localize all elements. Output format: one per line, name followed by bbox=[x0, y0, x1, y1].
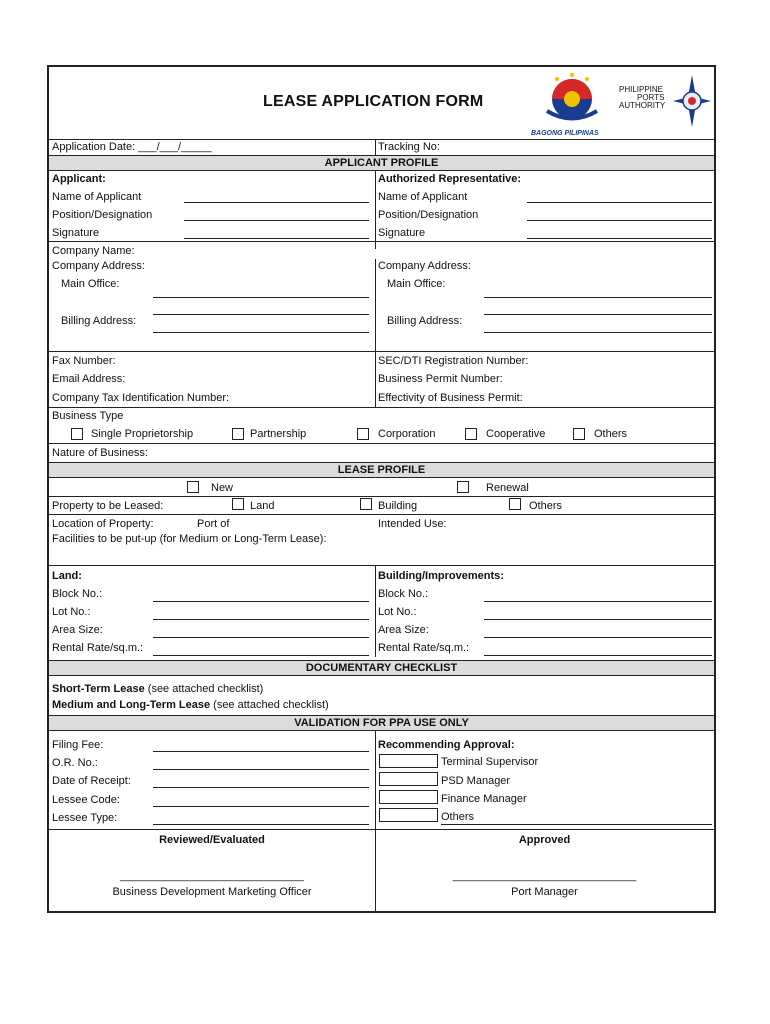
building-improvements-heading: Building/Improvements: bbox=[378, 570, 504, 582]
main-office-field-1[interactable] bbox=[153, 297, 369, 298]
terminal-supervisor-label: Terminal Supervisor bbox=[441, 756, 539, 768]
reviewed-signature-line[interactable]: ______________________________ bbox=[120, 870, 304, 882]
short-term-lease-item bbox=[52, 683, 263, 696]
bldg-rental-rate-label: Rental Rate/sq.m.: bbox=[378, 642, 470, 654]
effectivity-label: Effectivity of Business Permit: bbox=[378, 392, 523, 404]
medium-long-term-lease-bold: Medium and Long-Term Lease bbox=[52, 699, 211, 711]
tracking-no-label: Tracking No: bbox=[378, 141, 440, 153]
psd-manager-box[interactable] bbox=[379, 772, 438, 786]
ppa-text-3: AUTHORITY bbox=[619, 101, 666, 110]
lessee-type-label: Lessee Type: bbox=[52, 812, 118, 824]
new-label: New bbox=[211, 482, 234, 494]
email-address-label: Email Address: bbox=[52, 373, 126, 385]
new-checkbox[interactable] bbox=[187, 481, 199, 493]
reviewed-evaluated-heading: Reviewed/Evaluated bbox=[159, 834, 265, 846]
lessee-code-label: Lessee Code: bbox=[52, 794, 120, 806]
applicant-name-label: Name of Applicant bbox=[52, 191, 142, 203]
main-office-label: Main Office: bbox=[61, 278, 120, 290]
applicant-heading: Applicant: bbox=[52, 173, 106, 185]
documentary-checklist-band: DOCUMENTARY CHECKLIST bbox=[49, 660, 714, 676]
filing-fee-field[interactable] bbox=[153, 751, 369, 752]
rep-signature-field[interactable] bbox=[527, 238, 712, 239]
land-rental-rate-label: Rental Rate/sq.m.: bbox=[52, 642, 144, 654]
cooperative-label: Cooperative bbox=[486, 428, 546, 440]
land-block-no-field[interactable] bbox=[153, 601, 369, 602]
rep-name-field[interactable] bbox=[527, 202, 712, 203]
others-business-checkbox[interactable] bbox=[573, 428, 585, 440]
corporation-label: Corporation bbox=[378, 428, 436, 440]
land-option-label: Land bbox=[250, 500, 275, 512]
bldg-area-size-label: Area Size: bbox=[378, 624, 429, 636]
finance-manager-box[interactable] bbox=[379, 790, 438, 804]
rep-billing-address-label: Billing Address: bbox=[387, 315, 463, 327]
authorized-rep-heading: Authorized Representative: bbox=[378, 173, 522, 185]
partnership-label: Partnership bbox=[250, 428, 307, 440]
building-option-label: Building bbox=[378, 500, 418, 512]
rep-billing-address-field[interactable] bbox=[484, 314, 712, 315]
others-approver-box[interactable] bbox=[379, 808, 438, 822]
rep-main-office-field-1[interactable] bbox=[484, 297, 712, 298]
fax-number-label: Fax Number: bbox=[52, 355, 116, 367]
reviewed-by-title: Business Development Marketing Officer bbox=[112, 886, 312, 898]
bldg-lot-no-label: Lot No.: bbox=[378, 606, 417, 618]
tin-label: Company Tax Identification Number: bbox=[52, 392, 230, 404]
psd-manager-label: PSD Manager bbox=[441, 775, 511, 787]
applicant-profile-band: APPLICANT PROFILE bbox=[49, 155, 714, 171]
facilities-label: Facilities to be put-up (for Medium or Long-Term Lease): bbox=[52, 533, 327, 545]
compass-icon bbox=[671, 73, 713, 129]
applicant-signature-label: Signature bbox=[52, 227, 100, 239]
cooperative-checkbox[interactable] bbox=[465, 428, 477, 440]
single-proprietorship-checkbox[interactable] bbox=[71, 428, 83, 440]
approved-signature-line[interactable]: ______________________________ bbox=[452, 870, 637, 882]
applicant-position-field[interactable] bbox=[184, 220, 369, 221]
land-area-size-label: Area Size: bbox=[52, 624, 103, 636]
rep-signature-label: Signature bbox=[378, 227, 426, 239]
rep-billing-address-field-2[interactable] bbox=[484, 332, 712, 333]
others-property-label: Others bbox=[529, 500, 563, 512]
land-block-no-label: Block No.: bbox=[52, 588, 103, 600]
single-proprietorship-label: Single Proprietorship bbox=[91, 428, 194, 440]
sec-dti-label: SEC/DTI Registration Number: bbox=[378, 355, 529, 367]
or-no-field[interactable] bbox=[153, 769, 369, 770]
ppa-logo bbox=[619, 71, 714, 137]
nature-of-business-label: Nature of Business: bbox=[52, 447, 148, 459]
logo-text: BAGONG PILIPINAS bbox=[531, 130, 599, 137]
rep-name-label: Name of Applicant bbox=[378, 191, 468, 203]
date-of-receipt-field[interactable] bbox=[153, 787, 369, 788]
building-checkbox[interactable] bbox=[360, 498, 372, 510]
filing-fee-label: Filing Fee: bbox=[52, 739, 104, 751]
terminal-supervisor-box[interactable] bbox=[379, 754, 438, 768]
rep-company-address-label: Company Address: bbox=[378, 260, 471, 272]
land-area-size-field[interactable] bbox=[153, 637, 369, 638]
rep-position-label: Position/Designation bbox=[378, 209, 479, 221]
bldg-block-no-field[interactable] bbox=[484, 601, 712, 602]
approved-by-title: Port Manager bbox=[511, 886, 578, 898]
intended-use-label: Intended Use: bbox=[378, 518, 447, 530]
ppa-text-2: PORTS bbox=[637, 93, 665, 102]
approved-heading: Approved bbox=[518, 834, 571, 846]
land-heading: Land: bbox=[52, 570, 82, 582]
date-of-receipt-label: Date of Receipt: bbox=[52, 775, 131, 787]
renewal-checkbox[interactable] bbox=[457, 481, 469, 493]
corporation-checkbox[interactable] bbox=[357, 428, 369, 440]
property-to-be-leased-label: Property to be Leased: bbox=[52, 500, 164, 512]
company-name-label: Company Name: bbox=[52, 245, 135, 257]
renewal-label: Renewal bbox=[486, 482, 529, 494]
others-property-checkbox[interactable] bbox=[509, 498, 521, 510]
validation-band: VALIDATION FOR PPA USE ONLY bbox=[49, 715, 714, 731]
billing-address-field-2[interactable] bbox=[153, 332, 369, 333]
bldg-block-no-label: Block No.: bbox=[378, 588, 429, 600]
rep-main-office-label: Main Office: bbox=[387, 278, 446, 290]
applicant-name-field[interactable] bbox=[184, 202, 369, 203]
land-lot-no-field[interactable] bbox=[153, 619, 369, 620]
form-title: LEASE APPLICATION FORM bbox=[263, 93, 484, 110]
application-date[interactable]: Application Date: ___/___/_____ bbox=[52, 141, 212, 153]
billing-address-field[interactable] bbox=[153, 314, 369, 315]
lessee-type-field[interactable] bbox=[153, 824, 369, 825]
short-term-lease-bold: Short-Term Lease bbox=[52, 683, 145, 695]
bldg-lot-no-field[interactable] bbox=[484, 619, 712, 620]
applicant-signature-field[interactable] bbox=[184, 238, 369, 239]
lease-profile-band: LEASE PROFILE bbox=[49, 462, 714, 478]
partnership-checkbox[interactable] bbox=[232, 428, 244, 440]
recommending-approval-label: Recommending Approval: bbox=[378, 739, 515, 751]
finance-manager-label: Finance Manager bbox=[441, 793, 527, 805]
bldg-area-size-field[interactable] bbox=[484, 637, 712, 638]
land-rental-rate-field[interactable] bbox=[153, 655, 369, 656]
location-of-property-label: Location of Property: bbox=[52, 518, 154, 530]
land-lot-no-label: Lot No.: bbox=[52, 606, 91, 618]
bldg-rental-rate-field[interactable] bbox=[484, 655, 712, 656]
medium-long-term-lease-rest: (see attached checklist) bbox=[210, 699, 329, 711]
company-address-label: Company Address: bbox=[52, 260, 145, 272]
business-permit-label: Business Permit Number: bbox=[378, 373, 503, 385]
short-term-lease-rest: (see attached checklist) bbox=[144, 683, 264, 695]
lessee-code-field[interactable] bbox=[153, 806, 369, 807]
medium-long-term-lease-item bbox=[52, 699, 329, 712]
or-no-label: O.R. No.: bbox=[52, 757, 98, 769]
port-of-label: Port of bbox=[197, 518, 230, 530]
ppa-text-1: PHILIPPINE bbox=[619, 85, 664, 94]
land-checkbox[interactable] bbox=[232, 498, 244, 510]
bagong-pilipinas-logo bbox=[527, 71, 617, 137]
lease-application-form bbox=[47, 65, 716, 913]
rep-position-field[interactable] bbox=[527, 220, 712, 221]
others-business-label: Others bbox=[594, 428, 628, 440]
business-type-label: Business Type bbox=[52, 410, 124, 422]
applicant-position-label: Position/Designation bbox=[52, 209, 153, 221]
others-approver-label: Others bbox=[441, 811, 475, 823]
billing-address-label: Billing Address: bbox=[61, 315, 137, 327]
